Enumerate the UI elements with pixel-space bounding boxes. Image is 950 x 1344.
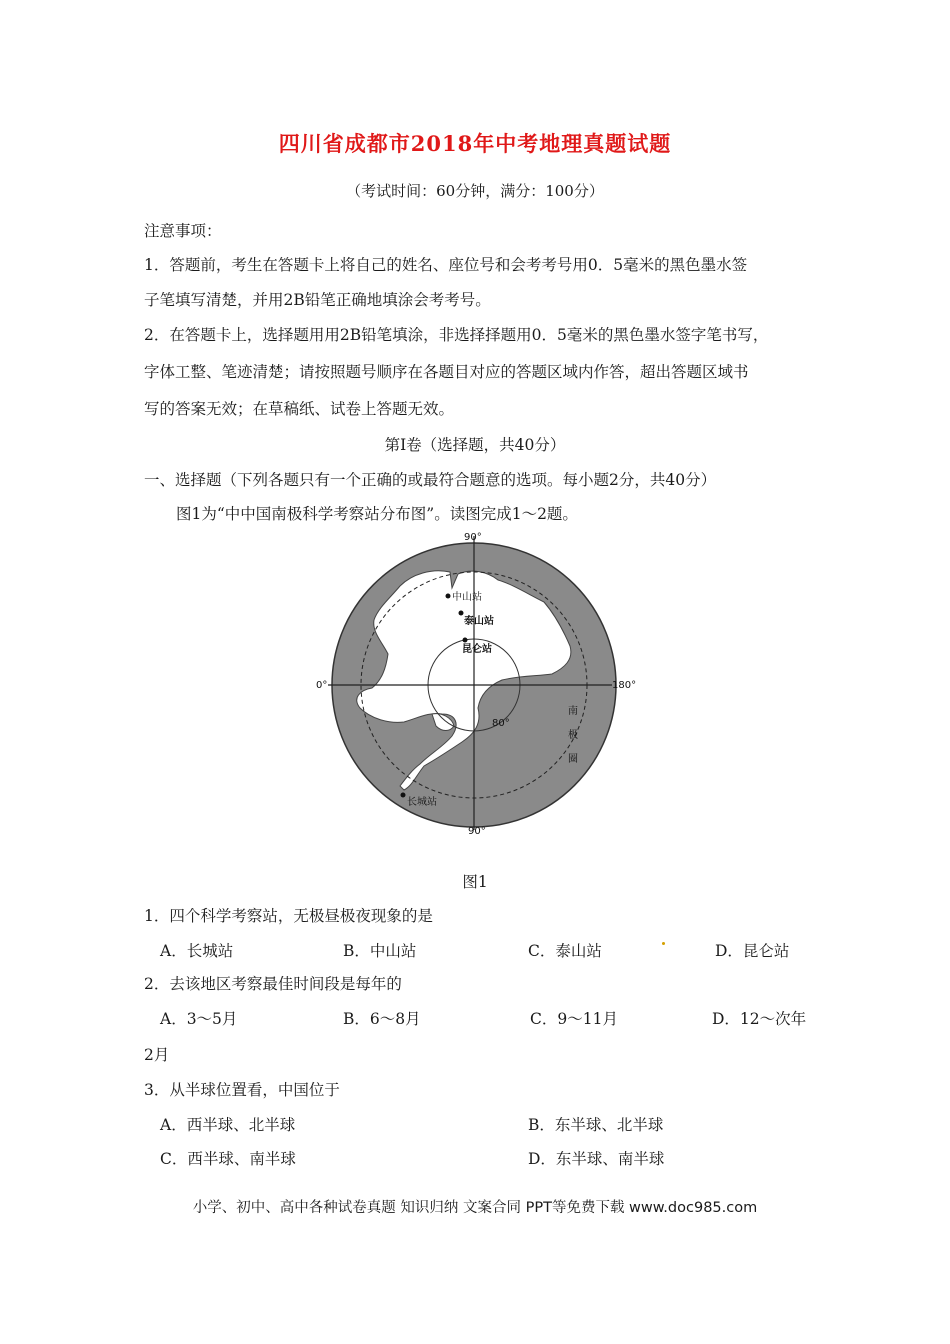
section-title: 第Ⅰ卷（选择题，共40分）	[384, 436, 566, 454]
section-instruction: 一、选择题（下列各题只有一个正确的或最符合题意的选项。每小题2分，共40分）	[144, 471, 717, 489]
question-1-option-b: B．中山站	[343, 942, 417, 960]
question-2-option-c: C．9～11月	[530, 1010, 618, 1028]
label-180: 180°	[612, 680, 637, 691]
question-2-stem: 2．去该地区考察最佳时间段是每年的	[144, 975, 402, 993]
question-2-option-b: B．6～8月	[343, 1010, 421, 1028]
question-2-option-a: A．3～5月	[160, 1010, 238, 1028]
question-1-stem: 1．四个科学考察站，无极昼极夜现象的是	[144, 907, 433, 925]
zhongshan-station-marker	[446, 594, 451, 599]
label-circle-1: 南	[568, 706, 578, 717]
label-0: 0°	[316, 680, 328, 691]
changcheng-station-marker	[401, 793, 406, 798]
label-kunlun: 昆仑站	[462, 644, 492, 655]
question-1-option-a: A．长城站	[160, 942, 234, 960]
label-zhongshan: 中山站	[452, 592, 482, 603]
question-3-stem: 3．从半球位置看，中国位于	[144, 1081, 340, 1099]
question-3-option-a: A．西半球、北半球	[160, 1116, 296, 1134]
exam-info: （考试时间：60分钟，满分：100分）	[346, 182, 604, 200]
figure-caption: 图1	[462, 873, 488, 891]
kunlun-station-marker	[463, 638, 468, 643]
taishan-station-marker	[459, 611, 464, 616]
label-80: 80°	[492, 718, 510, 729]
question-3-option-b: B．东半球、北半球	[528, 1116, 664, 1134]
notes-heading: 注意事项：	[144, 222, 222, 240]
footer-banner: 小学、初中、高中各种试卷真题 知识归纳 文案合同 PPT等免费下载 www.doc985.com	[192, 1200, 758, 1216]
page-title: 四川省成都市2018年中考地理真题试题	[278, 131, 672, 156]
question-3-option-c: C．西半球、南半球	[160, 1150, 296, 1168]
label-circle-3: 圈	[568, 754, 578, 765]
label-changcheng: 长城站	[407, 797, 437, 808]
label-circle-2: 极	[568, 730, 578, 741]
note-item-2-line-2: 字体工整、笔迹清楚；请按照题号顺序在各题目对应的答题区域内作答，超出答题区域书	[144, 363, 749, 381]
label-90-top: 90°	[464, 532, 482, 543]
note-item-1-line-2: 子笔填写清楚，并用2B铅笔正确地填涂会考考号。	[144, 291, 491, 309]
label-90-bottom: 90°	[468, 826, 486, 837]
stray-dot	[662, 942, 665, 945]
question-2-option-d-continued: 2月	[144, 1046, 170, 1064]
note-item-2-line-3: 写的答案无效；在草稿纸、试卷上答题无效。	[144, 400, 455, 418]
note-item-1-line-1: 1．答题前，考生在答题卡上将自己的姓名、座位号和会考考号用0．5毫米的黑色墨水签	[144, 256, 748, 274]
question-3-option-d: D．东半球、南半球	[528, 1150, 665, 1168]
label-taishan: 泰山站	[464, 616, 494, 627]
question-2-option-d: D．12～次年	[712, 1010, 807, 1028]
figure-intro: 图1为“中中国南极科学考察站分布图”。读图完成1～2题。	[176, 505, 578, 523]
note-item-2-line-1: 2．在答题卡上，选择题用用2B铅笔填涂，非选择择题用0．5毫米的黑色墨水签字笔书写，	[144, 326, 769, 344]
question-1-option-d: D．昆仑站	[715, 942, 790, 960]
question-1-option-c: C．泰山站	[528, 942, 602, 960]
antarctica-map	[312, 528, 642, 838]
